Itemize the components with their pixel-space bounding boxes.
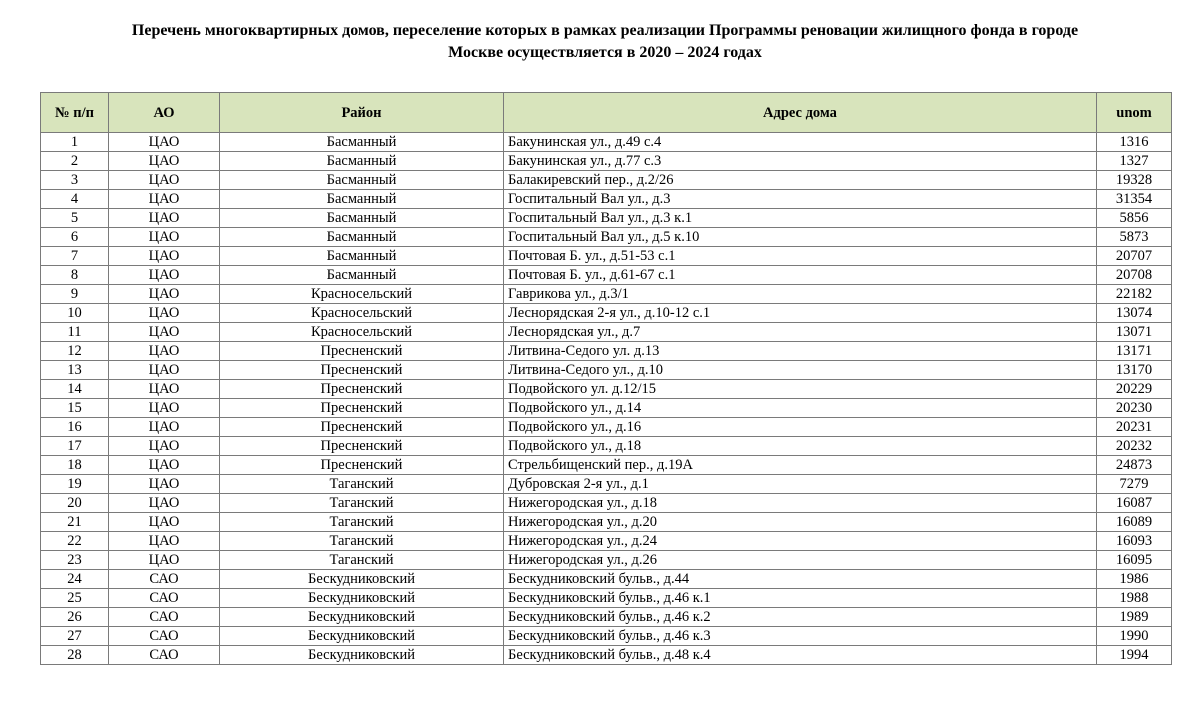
cell-ao: САО <box>109 589 220 608</box>
cell-address: Стрельбищенский пер., д.19А <box>504 456 1097 475</box>
table-row <box>41 418 1172 437</box>
cell-area: Басманный <box>220 171 504 190</box>
table-row <box>41 152 1172 171</box>
cell-unom: 20229 <box>1097 380 1172 399</box>
cell-ao: ЦАО <box>109 475 220 494</box>
cell-area: Басманный <box>220 209 504 228</box>
cell-unom: 1316 <box>1097 133 1172 152</box>
cell-unom: 5873 <box>1097 228 1172 247</box>
cell-unom: 19328 <box>1097 171 1172 190</box>
cell-number: 27 <box>41 627 109 646</box>
table-row <box>41 494 1172 513</box>
cell-number: 3 <box>41 171 109 190</box>
cell-address: Гаврикова ул., д.3/1 <box>504 285 1097 304</box>
cell-address: Подвойского ул., д.16 <box>504 418 1097 437</box>
cell-area: Бескудниковский <box>220 646 504 665</box>
column-header-district-ao: АО <box>109 93 220 133</box>
cell-area: Пресненский <box>220 342 504 361</box>
cell-number: 17 <box>41 437 109 456</box>
cell-ao: ЦАО <box>109 418 220 437</box>
cell-number: 2 <box>41 152 109 171</box>
cell-area: Басманный <box>220 133 504 152</box>
cell-address: Нижегородская ул., д.26 <box>504 551 1097 570</box>
cell-number: 11 <box>41 323 109 342</box>
cell-ao: ЦАО <box>109 551 220 570</box>
cell-unom: 1990 <box>1097 627 1172 646</box>
cell-area: Таганский <box>220 551 504 570</box>
table-row <box>41 513 1172 532</box>
cell-unom: 16093 <box>1097 532 1172 551</box>
cell-ao: ЦАО <box>109 456 220 475</box>
cell-ao: ЦАО <box>109 190 220 209</box>
cell-ao: ЦАО <box>109 494 220 513</box>
cell-unom: 16095 <box>1097 551 1172 570</box>
table-row <box>41 475 1172 494</box>
cell-address: Нижегородская ул., д.24 <box>504 532 1097 551</box>
cell-address: Балакиревский пер., д.2/26 <box>504 171 1097 190</box>
cell-area: Басманный <box>220 228 504 247</box>
cell-unom: 20232 <box>1097 437 1172 456</box>
table-row <box>41 399 1172 418</box>
cell-number: 18 <box>41 456 109 475</box>
cell-area: Бескудниковский <box>220 570 504 589</box>
cell-ao: ЦАО <box>109 171 220 190</box>
cell-area: Таганский <box>220 513 504 532</box>
cell-ao: САО <box>109 608 220 627</box>
buildings-table <box>40 92 1172 665</box>
cell-unom: 13170 <box>1097 361 1172 380</box>
cell-address: Нижегородская ул., д.20 <box>504 513 1097 532</box>
cell-address: Бакунинская ул., д.49 с.4 <box>504 133 1097 152</box>
table-row <box>41 190 1172 209</box>
cell-number: 15 <box>41 399 109 418</box>
cell-unom: 1986 <box>1097 570 1172 589</box>
cell-area: Красносельский <box>220 304 504 323</box>
cell-area: Красносельский <box>220 285 504 304</box>
cell-address: Бескудниковский бульв., д.44 <box>504 570 1097 589</box>
column-header-area: Район <box>220 93 504 133</box>
cell-address: Дубровская 2-я ул., д.1 <box>504 475 1097 494</box>
table-row <box>41 209 1172 228</box>
column-header-number: № п/п <box>41 93 109 133</box>
cell-address: Бескудниковский бульв., д.48 к.4 <box>504 646 1097 665</box>
cell-address: Бескудниковский бульв., д.46 к.1 <box>504 589 1097 608</box>
cell-ao: ЦАО <box>109 304 220 323</box>
cell-unom: 16089 <box>1097 513 1172 532</box>
cell-address: Подвойского ул., д.14 <box>504 399 1097 418</box>
table-row <box>41 228 1172 247</box>
cell-area: Пресненский <box>220 380 504 399</box>
document-title-line-2: Москве осуществляется в 2020 – 2024 годах <box>448 44 762 61</box>
cell-unom: 1989 <box>1097 608 1172 627</box>
cell-address: Госпитальный Вал ул., д.3 <box>504 190 1097 209</box>
table-row <box>41 380 1172 399</box>
cell-unom: 13071 <box>1097 323 1172 342</box>
cell-ao: ЦАО <box>109 532 220 551</box>
table-row <box>41 304 1172 323</box>
table-header-row <box>41 93 1172 133</box>
cell-area: Пресненский <box>220 361 504 380</box>
cell-number: 12 <box>41 342 109 361</box>
cell-address: Почтовая Б. ул., д.51-53 с.1 <box>504 247 1097 266</box>
cell-ao: ЦАО <box>109 437 220 456</box>
cell-area: Басманный <box>220 152 504 171</box>
table-row <box>41 456 1172 475</box>
cell-number: 25 <box>41 589 109 608</box>
cell-area: Бескудниковский <box>220 608 504 627</box>
table-row <box>41 342 1172 361</box>
cell-address: Литвина-Седого ул., д.10 <box>504 361 1097 380</box>
cell-unom: 1327 <box>1097 152 1172 171</box>
cell-unom: 31354 <box>1097 190 1172 209</box>
cell-unom: 20707 <box>1097 247 1172 266</box>
cell-ao: ЦАО <box>109 342 220 361</box>
cell-number: 14 <box>41 380 109 399</box>
cell-ao: ЦАО <box>109 513 220 532</box>
cell-number: 7 <box>41 247 109 266</box>
cell-ao: ЦАО <box>109 247 220 266</box>
cell-unom: 1994 <box>1097 646 1172 665</box>
cell-area: Красносельский <box>220 323 504 342</box>
column-header-address: Адрес дома <box>504 93 1097 133</box>
cell-address: Леснорядская ул., д.7 <box>504 323 1097 342</box>
table-row <box>41 285 1172 304</box>
cell-unom: 22182 <box>1097 285 1172 304</box>
cell-address: Нижегородская ул., д.18 <box>504 494 1097 513</box>
table-row <box>41 266 1172 285</box>
cell-number: 4 <box>41 190 109 209</box>
cell-address: Госпитальный Вал ул., д.5 к.10 <box>504 228 1097 247</box>
table-header <box>41 93 1172 133</box>
table-row <box>41 532 1172 551</box>
table-row <box>41 247 1172 266</box>
cell-number: 8 <box>41 266 109 285</box>
document-title <box>40 20 1170 64</box>
cell-unom: 13171 <box>1097 342 1172 361</box>
cell-area: Пресненский <box>220 418 504 437</box>
cell-area: Таганский <box>220 532 504 551</box>
table-row <box>41 323 1172 342</box>
cell-number: 22 <box>41 532 109 551</box>
cell-ao: ЦАО <box>109 323 220 342</box>
cell-ao: ЦАО <box>109 399 220 418</box>
cell-area: Басманный <box>220 190 504 209</box>
cell-ao: ЦАО <box>109 209 220 228</box>
cell-area: Бескудниковский <box>220 627 504 646</box>
table-row <box>41 437 1172 456</box>
cell-area: Бескудниковский <box>220 589 504 608</box>
cell-address: Бескудниковский бульв., д.46 к.2 <box>504 608 1097 627</box>
cell-unom: 13074 <box>1097 304 1172 323</box>
cell-ao: ЦАО <box>109 380 220 399</box>
cell-unom: 20708 <box>1097 266 1172 285</box>
cell-number: 28 <box>41 646 109 665</box>
column-header-unom: unom <box>1097 93 1172 133</box>
cell-number: 5 <box>41 209 109 228</box>
table-row <box>41 608 1172 627</box>
cell-number: 26 <box>41 608 109 627</box>
cell-unom: 20231 <box>1097 418 1172 437</box>
table-row <box>41 570 1172 589</box>
cell-number: 16 <box>41 418 109 437</box>
cell-number: 10 <box>41 304 109 323</box>
table-row <box>41 361 1172 380</box>
cell-ao: САО <box>109 627 220 646</box>
cell-number: 6 <box>41 228 109 247</box>
cell-address: Почтовая Б. ул., д.61-67 с.1 <box>504 266 1097 285</box>
cell-ao: ЦАО <box>109 152 220 171</box>
table-row <box>41 551 1172 570</box>
cell-number: 21 <box>41 513 109 532</box>
cell-ao: ЦАО <box>109 266 220 285</box>
cell-ao: САО <box>109 646 220 665</box>
cell-area: Пресненский <box>220 399 504 418</box>
cell-address: Подвойского ул. д.12/15 <box>504 380 1097 399</box>
cell-unom: 20230 <box>1097 399 1172 418</box>
cell-ao: ЦАО <box>109 228 220 247</box>
cell-area: Пресненский <box>220 456 504 475</box>
cell-unom: 1988 <box>1097 589 1172 608</box>
document-title-line-1: Перечень многоквартирных домов, переселение которых в рамках реализации Программы реновации жилищного фонда в городе <box>131 22 1079 39</box>
cell-area: Басманный <box>220 266 504 285</box>
cell-area: Таганский <box>220 475 504 494</box>
cell-area: Таганский <box>220 494 504 513</box>
cell-number: 24 <box>41 570 109 589</box>
cell-number: 19 <box>41 475 109 494</box>
cell-area: Пресненский <box>220 437 504 456</box>
table-row <box>41 646 1172 665</box>
cell-address: Госпитальный Вал ул., д.3 к.1 <box>504 209 1097 228</box>
cell-unom: 5856 <box>1097 209 1172 228</box>
table-row <box>41 171 1172 190</box>
cell-unom: 7279 <box>1097 475 1172 494</box>
cell-number: 1 <box>41 133 109 152</box>
cell-address: Литвина-Седого ул. д.13 <box>504 342 1097 361</box>
cell-address: Бескудниковский бульв., д.46 к.3 <box>504 627 1097 646</box>
cell-ao: ЦАО <box>109 361 220 380</box>
table-row <box>41 627 1172 646</box>
cell-ao: ЦАО <box>109 133 220 152</box>
cell-area: Басманный <box>220 247 504 266</box>
cell-number: 13 <box>41 361 109 380</box>
cell-number: 23 <box>41 551 109 570</box>
cell-address: Подвойского ул., д.18 <box>504 437 1097 456</box>
cell-number: 9 <box>41 285 109 304</box>
cell-unom: 16087 <box>1097 494 1172 513</box>
cell-unom: 24873 <box>1097 456 1172 475</box>
cell-number: 20 <box>41 494 109 513</box>
cell-ao: САО <box>109 570 220 589</box>
cell-address: Бакунинская ул., д.77 с.3 <box>504 152 1097 171</box>
table-row <box>41 589 1172 608</box>
cell-address: Леснорядская 2-я ул., д.10-12 с.1 <box>504 304 1097 323</box>
table-body <box>41 133 1172 665</box>
table-row <box>41 133 1172 152</box>
cell-ao: ЦАО <box>109 285 220 304</box>
